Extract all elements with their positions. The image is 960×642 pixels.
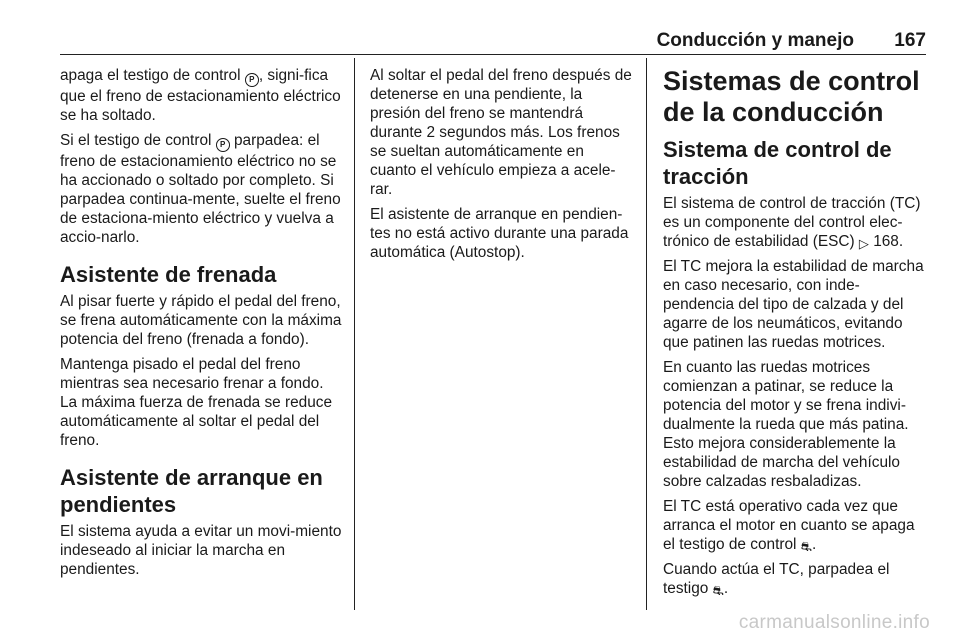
- column-divider-2: [646, 58, 647, 610]
- column-divider-1: [354, 58, 355, 610]
- paragraph: Mantenga pisado el pedal del freno mientras sea necesario frenar a fondo. La máxima fuerza de frenada se reduce automáticamente al soltar el pedal del freno.: [60, 356, 333, 449]
- traction-control-icon: ⛐: [712, 583, 724, 598]
- column-3: [663, 66, 929, 604]
- paragraph: apaga el testigo de control P , signi-fica que el freno de estacionamiento eléctrico se ha soltado.: [60, 67, 341, 124]
- reference-arrow-icon: ▷: [858, 236, 869, 251]
- paragraph: Cuando actúa el TC, parpadea el testigo ⛐.: [663, 561, 890, 598]
- heading-traction-control: Sistema de control de tracción: [663, 137, 892, 189]
- heading-driving-control-systems: Sistemas de control de la conducción: [663, 66, 920, 127]
- paragraph: El sistema de control de tracción (TC) es un componente del control elec-trónico de estabilidad (ESC) ▷ 168.: [663, 195, 921, 251]
- paragraph: El asistente de arranque en pendien-tes no está activo durante una parada automática (Autostop).: [370, 206, 629, 261]
- paragraph: El TC está operativo cada vez que arranca el motor en cuanto se apaga el testigo de control ⛐.: [663, 498, 915, 554]
- heading-hill-start-assist: Asistente de arranque en pendientes: [60, 465, 323, 517]
- paragraph: El sistema ayuda a evitar un movi-miento indeseado al iniciar la marcha en pendientes.: [60, 523, 342, 578]
- paragraph: Al pisar fuerte y rápido el pedal del freno, se frena automáticamente con la máxima potencia del freno (frenada a fondo).: [60, 293, 342, 348]
- paragraph: En cuanto las ruedas motrices comienzan a patinar, se reduce la potencia del motor y se frena indivi-dualmente la rueda que más patina. Esto mejora considerablemente la estabilidad de marcha del vehículo sobre calzadas resbaladizas.: [663, 359, 909, 490]
- heading-brake-assist: Asistente de frenada: [60, 262, 277, 287]
- section-title: Conducción y manejo: [656, 30, 854, 51]
- page-reference-link[interactable]: 168.: [873, 233, 904, 250]
- column-2: [370, 66, 634, 268]
- paragraph: Si el testigo de control P parpadea: el freno de estacionamiento eléctrico no se ha accionado o soltado por completo. Si parpadea continua-mente, suelte el freno de estaciona-miento eléctrico y vuelva a accio-narlo.: [60, 132, 341, 246]
- paragraph: Al soltar el pedal del freno después de detenerse en una pendiente, la presión del freno se mantendrá durante 2 segundos más. Los frenos se sueltan automáticamente en cuanto el vehículo empieza a acele-rar.: [370, 67, 632, 198]
- page-header: [60, 30, 926, 55]
- parking-brake-icon: P: [216, 138, 230, 152]
- column-1: [60, 66, 344, 585]
- paragraph: El TC mejora la estabilidad de marcha en caso necesario, con inde-pendencia del tipo de calzada y del agarre de los neumáticos, evitando que patinen las ruedas motrices.: [663, 258, 924, 351]
- traction-control-icon: ⛐: [800, 539, 812, 554]
- parking-brake-icon: P: [245, 73, 259, 87]
- page-number: 167: [894, 30, 926, 51]
- watermark: carmanualsonline.info: [738, 612, 930, 633]
